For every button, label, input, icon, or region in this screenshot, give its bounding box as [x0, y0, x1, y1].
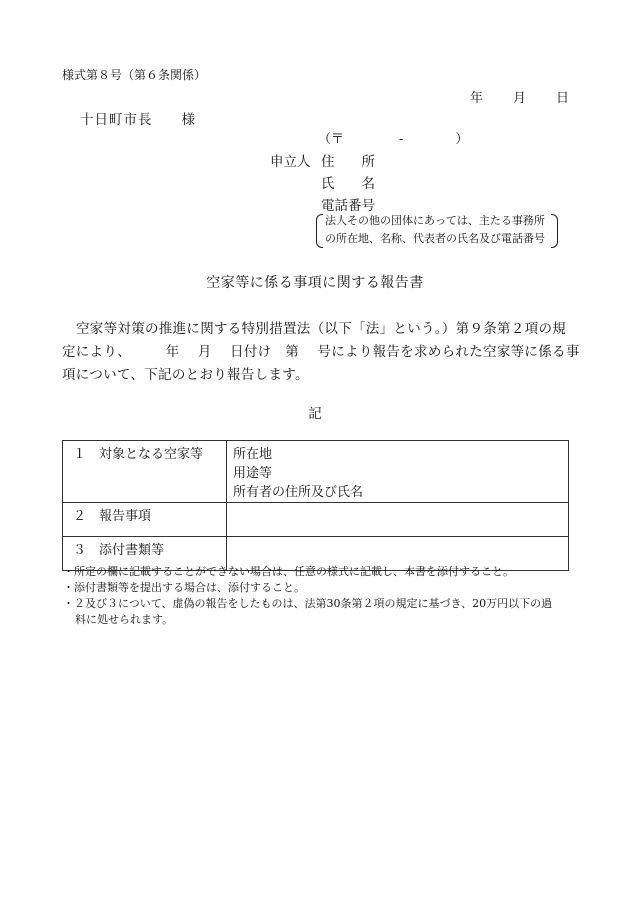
- phone-label: 電話番号: [321, 198, 375, 214]
- date-day: 日: [556, 91, 570, 106]
- note-3: ・２及び３について、虚偽の報告をしたものは、法第30条第２項の規定に基づき、20万円以下の過: [63, 597, 553, 610]
- row-value-cell[interactable]: [227, 503, 569, 537]
- row-number: ２: [73, 509, 87, 524]
- date-month: 月: [513, 91, 527, 106]
- corporate-note-text: [325, 212, 545, 248]
- report-table: [62, 440, 569, 571]
- postal-close: ）: [455, 132, 469, 147]
- row-value-cell[interactable]: [227, 441, 569, 503]
- body-paragraph: [62, 318, 580, 387]
- body-line-2: 定により、 年 月 日付け 第 号により報告を求められた空家等に係る事: [62, 344, 580, 360]
- left-bracket: [316, 214, 323, 248]
- addressee: 十日町市長 様: [80, 112, 196, 128]
- table-row: [63, 503, 569, 537]
- corporate-note-line2: の所在地、名称、代表者の氏名及び電話番号: [325, 232, 545, 245]
- value-line: 用途等: [233, 466, 273, 481]
- row-label: 対象となる空家等: [99, 447, 204, 462]
- note-2: ・添付書類等を提出する場合は、添付すること。: [63, 581, 305, 594]
- value-line: 所有者の住所及び氏名: [233, 485, 364, 500]
- corporate-note-line1: 法人その他の団体にあっては、主たる事務所: [325, 214, 545, 227]
- row-label-cell: [63, 441, 227, 503]
- table-row: [63, 441, 569, 503]
- form-number: 様式第８号（第６条関係）: [62, 68, 207, 82]
- row-number: ３: [73, 543, 87, 558]
- postal-dash: -: [399, 132, 404, 147]
- notes: [63, 564, 573, 628]
- row-label: 添付書類等: [99, 543, 165, 558]
- name-label: 氏 名: [321, 176, 375, 192]
- body-line-3: 項について、下記のとおり報告します。: [62, 367, 309, 383]
- corporate-note: [316, 212, 558, 248]
- row-number: １: [73, 447, 87, 462]
- date-line: [470, 87, 569, 106]
- date-year: 年: [470, 91, 484, 106]
- applicant-label: 申立人: [270, 154, 311, 170]
- body-line-1: 空家等対策の推進に関する特別措置法（以下「法」という。）第９条第２項の規: [76, 321, 567, 337]
- ki-heading: 記: [308, 406, 322, 422]
- row-label-cell: [63, 503, 227, 537]
- address-label: 住 所: [321, 154, 375, 170]
- note-3-continued: 料に処せられます。: [75, 613, 174, 626]
- right-bracket: [551, 214, 558, 248]
- document-title: 空家等に係る事項に関する報告書: [206, 275, 424, 291]
- note-1: ・所定の欄に記載することができない場合は、任意の様式に記載し、本書を添付すること。: [63, 565, 514, 578]
- value-line: 所在地: [233, 447, 273, 462]
- postal-open: （〒: [318, 132, 345, 147]
- postal-code-line: [318, 128, 468, 147]
- row-label: 報告事項: [99, 509, 152, 524]
